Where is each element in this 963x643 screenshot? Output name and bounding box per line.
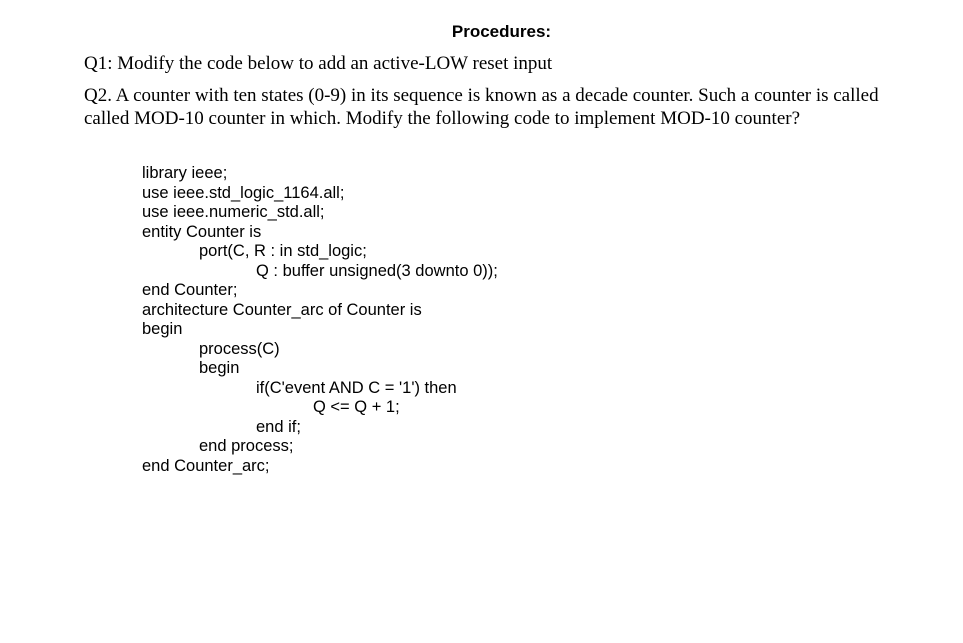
code-block xyxy=(142,164,498,476)
code-line: Q <= Q + 1; xyxy=(313,398,400,416)
page-title: Procedures: xyxy=(451,22,552,41)
code-line: process(C) xyxy=(199,339,280,358)
code-line: architecture Counter_arc of Counter is xyxy=(142,300,422,319)
code-line: use ieee.numeric_std.all; xyxy=(142,203,325,221)
code-line: begin xyxy=(142,320,183,338)
code-line: end process; xyxy=(199,437,294,455)
code-line: entity Counter is xyxy=(142,222,262,241)
question-2: Q2. A counter with ten states (0-9) in its sequence is known as a decade counter. Such a counter is called called MOD-10 counter in which. Modify the following code to implement MOD-10 counter? xyxy=(84,85,879,129)
code-line: end if; xyxy=(256,417,301,436)
code-line: if(C'event AND C = '1') then xyxy=(256,378,457,397)
question-1: Q1: Modify the code below to add an active-LOW reset input xyxy=(84,53,553,74)
code-line: use ieee.std_logic_1164.all; xyxy=(142,183,345,202)
code-line: port(C, R : in std_logic; xyxy=(199,242,367,260)
code-line: begin xyxy=(199,359,240,377)
code-line: end Counter_arc; xyxy=(142,456,270,475)
code-line: Q : buffer unsigned(3 downto 0)); xyxy=(256,261,498,280)
code-line: library ieee; xyxy=(142,164,228,182)
code-line: end Counter; xyxy=(142,281,238,299)
